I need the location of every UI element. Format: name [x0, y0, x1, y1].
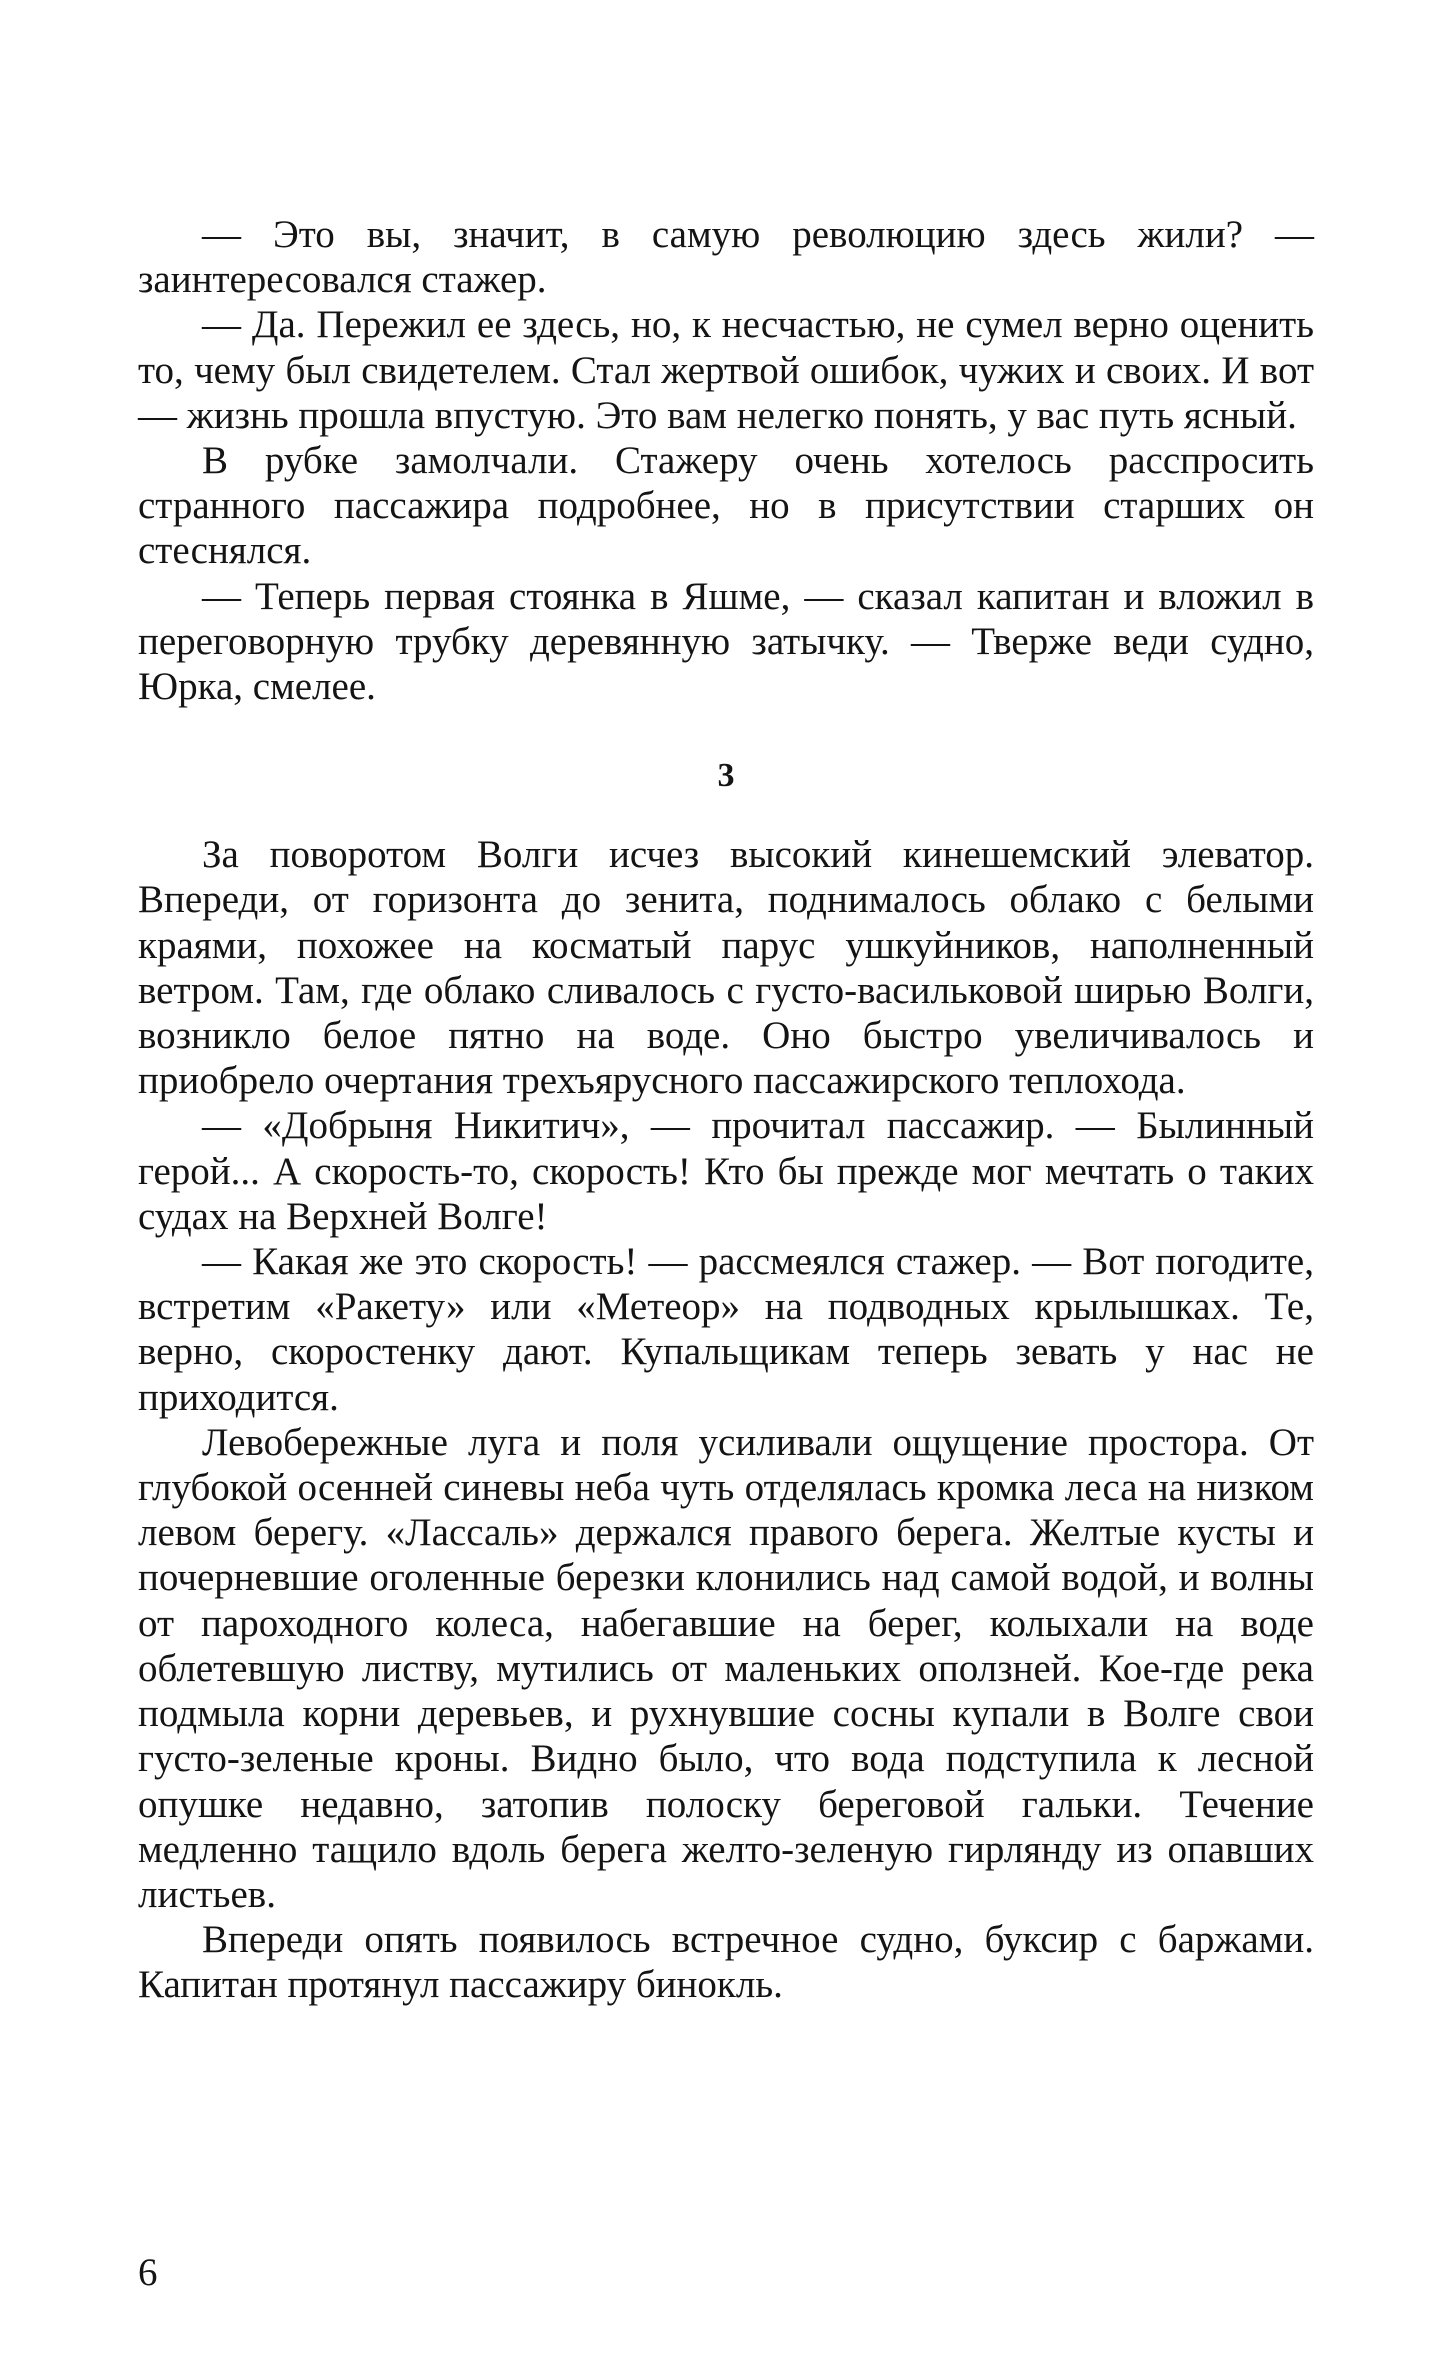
page-text-block	[138, 212, 1314, 2008]
paragraph-dialogue-lived-through: — Да. Пережил ее здесь, но, к несчастью, не сумел верно оценить то, чему был свидетелем. Стал жертвой ошибок, чужих и своих. И вот — жизнь прошла впустую. Это вам нелегко понять, у вас путь ясный.	[138, 303, 1314, 437]
paragraph-speed-dialogue: — Какая же это скорость! — рассмеялся стажер. — Вот погодите, встретим «Ракету» или «Метеор» на подводных крылышках. Те, верно, скоростенку дают. Купальщикам теперь зевать у нас не приходится.	[138, 1240, 1314, 1419]
paragraph-dobrynya-nikitich: — «Добрыня Никитич», — прочитал пассажир. — Былинный герой... А скорость-то, скорость! Кто бы прежде мог мечтать о таких судах на Верхней Волге!	[138, 1104, 1314, 1238]
paragraph-volga-turn: За поворотом Волги исчез высокий кинешемский элеватор. Впереди, от горизонта до зенита, поднималось облако с белыми краями, похожее на косматый парус ушкуйников, наполненный ветром. Там, где облако сливалось с густо-васильковой ширью Волги, возникло белое пятно на воде. Оно быстро увеличивалось и приобрело очертания трехъярусного пассажирского теплохода.	[138, 833, 1314, 1103]
page-number: 6	[138, 2251, 158, 2294]
paragraph-oncoming-tug: Впереди опять появилось встречное судно, буксир с баржами. Капитан протянул пассажиру бинокль.	[138, 1918, 1314, 2007]
paragraph-dialogue-revolution: — Это вы, значит, в самую революцию здесь жили? — заинтересовался стажер.	[138, 213, 1314, 302]
section-number: 3	[717, 757, 735, 795]
paragraph-left-bank-meadows: Левобережные луга и поля усиливали ощущение простора. От глубокой осенней синевы неба чуть отделялась кромка леса на низком левом берегу. «Лассаль» держался правого берега. Желтые кусты и почерневшие оголенные березки клонились над самой водой, и волны от пароходного колеса, набегавшие на берег, колыхали на воде облетевшую листву, мутились от маленьких оползней. Кое-где река подмыла корни деревьев, и рухнувшие сосны купали в Волге свои густо-зеленые кроны. Видно было, что вода подступила к лесной опушке недавно, затопив полоску береговой гальки. Течение медленно тащило вдоль берега желто-зеленую гирлянду из опавших листьев.	[138, 1420, 1314, 1916]
paragraph-wheelhouse-silence: В рубке замолчали. Стажеру очень хотелось расспросить странного пассажира подробнее, но в присутствии старших он стеснялся.	[138, 439, 1314, 573]
paragraph-captain-first-stop: — Теперь первая стоянка в Яшме, — сказал капитан и вложил в переговорную трубку деревянную затычку. — Тверже веди судно, Юрка, смелее.	[138, 574, 1314, 709]
